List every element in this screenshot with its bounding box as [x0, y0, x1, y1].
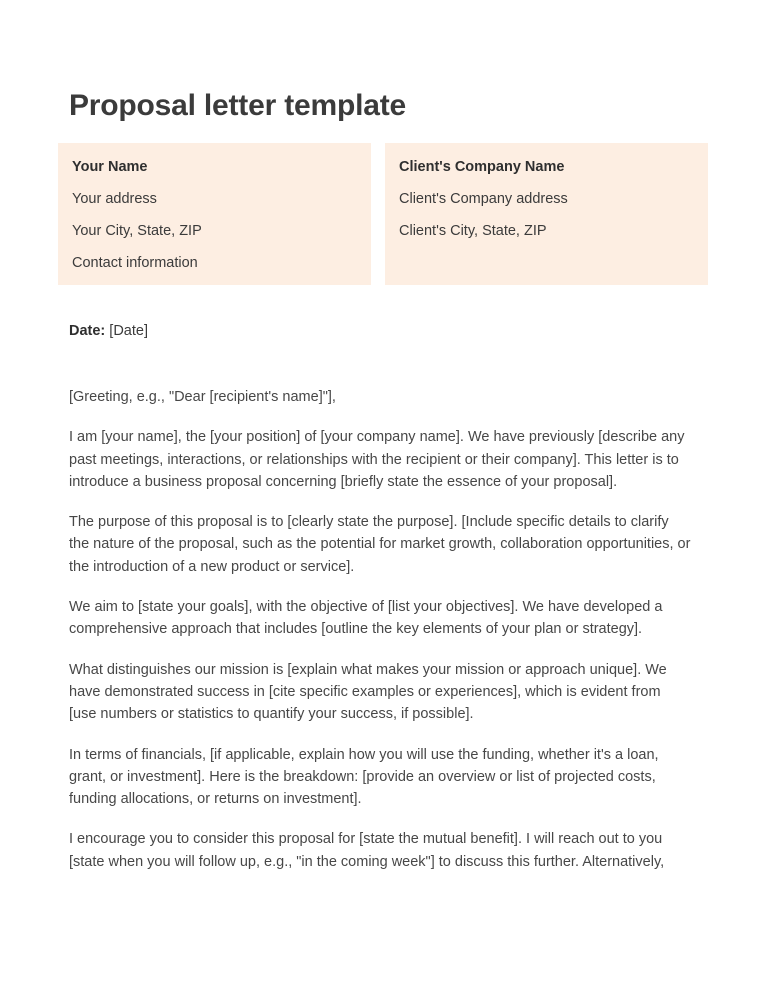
sender-city-state-zip: Your City, State, ZIP — [72, 223, 202, 239]
recipient-address: Client's Company address — [399, 191, 568, 207]
address-blocks-row — [58, 143, 708, 285]
body-paragraph: I am [your name], the [your position] of [your company name]. We have previously [describe any past meetings, interactions, or relationships with the recipient or their company]. This letter is to introduce a business proposal concerning [briefly state the essence of your proposal]. — [69, 429, 685, 490]
sender-name: Your Name — [72, 159, 148, 175]
body-paragraph: We aim to [state your goals], with the objective of [list your objectives]. We have developed a comprehensive approach that includes [outline the key elements of your plan or strategy]. — [69, 599, 663, 638]
letter-body — [69, 386, 691, 891]
recipient-city-state-zip: Client's City, State, ZIP — [399, 223, 547, 239]
date-line — [69, 322, 148, 340]
date-value: [Date] — [109, 323, 148, 339]
page-title: Proposal letter template — [69, 89, 406, 123]
body-paragraph: The purpose of this proposal is to [clearly state the purpose]. [Include specific details to clarify the nature of the proposal, such as the potential for market growth, collaboration opportunities, or the introduction of a new product or service]. — [69, 514, 691, 575]
greeting-line: [Greeting, e.g., "Dear [recipient's name]"], — [69, 389, 336, 405]
body-paragraph: I encourage you to consider this proposal for [state the mutual benefit]. I will reach out to you [state when you will follow up, e.g., "in the coming week"] to discuss this further. Alternatively, — [69, 831, 665, 870]
sender-address-block — [58, 143, 371, 285]
sender-address: Your address — [72, 191, 157, 207]
recipient-address-block — [385, 143, 708, 285]
sender-contact-information: Contact information — [72, 255, 198, 271]
recipient-company-name: Client's Company Name — [399, 159, 565, 175]
body-paragraph: What distinguishes our mission is [explain what makes your mission or approach unique]. We have demonstrated success in [cite specific examples or experiences], which is evident from [use numbers or statistics to quantify your success, if possible]. — [69, 661, 667, 723]
body-paragraph: In terms of financials, [if applicable, explain how you will use the funding, whether it's a loan, grant, or investment]. Here is the breakdown: [provide an overview or list of projected costs, funding allocations, or returns on investment]. — [69, 746, 659, 808]
date-label: Date: — [69, 323, 106, 339]
